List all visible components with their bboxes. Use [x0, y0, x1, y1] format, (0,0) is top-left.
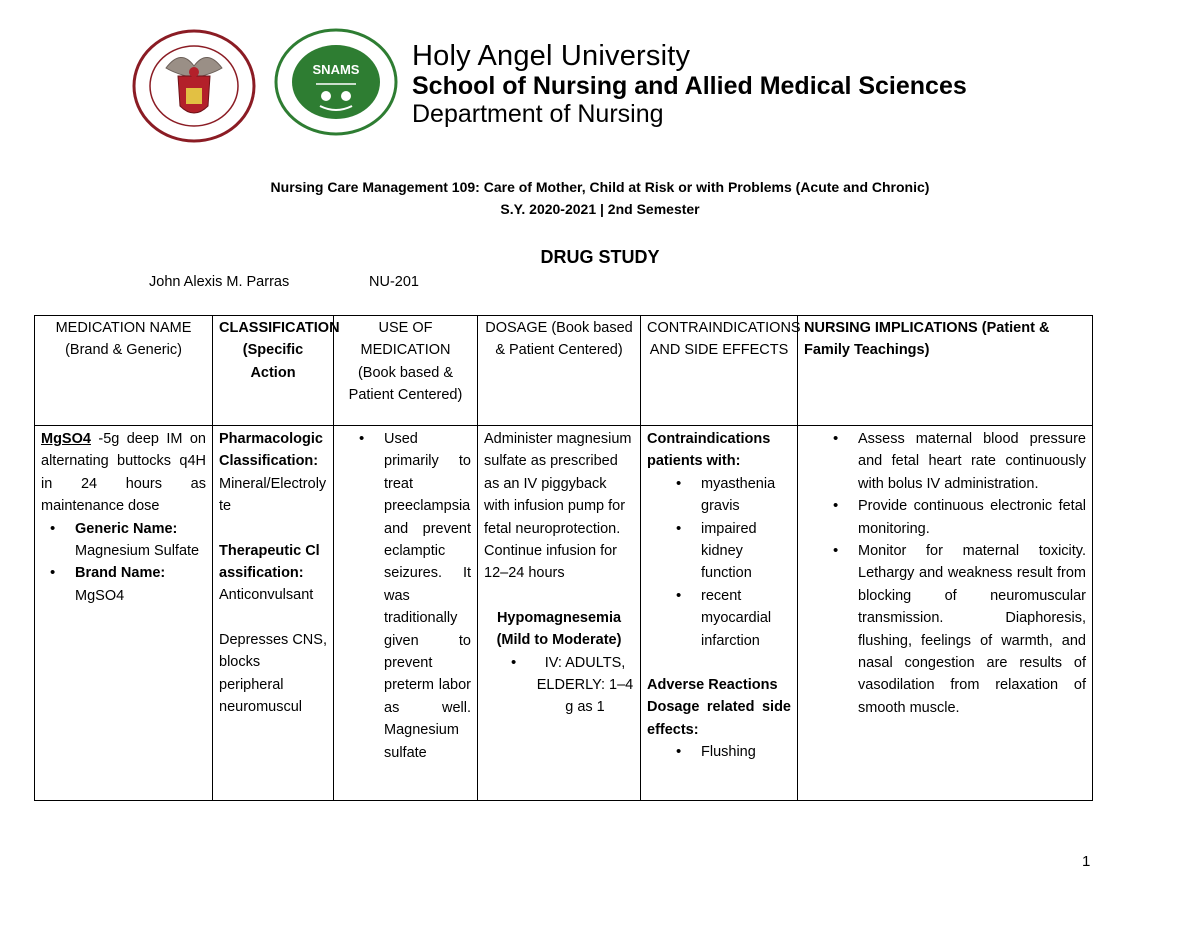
student-section: NU-201 [369, 274, 419, 290]
contra-heading: Contraindications patients with: [647, 431, 771, 470]
list-item: • myasthenia gravis [701, 473, 791, 518]
header-use: USE OF MEDICATION (Book based & Patient Centered) [334, 316, 478, 426]
drug-name: MgSO4 [41, 431, 91, 447]
header-medication: MEDICATION NAME (Brand & Generic) [35, 316, 213, 426]
list-item: • Provide continuous electronic fetal monitoring. [858, 495, 1086, 540]
table-header-row [35, 316, 1093, 426]
page-number: 1 [1082, 853, 1091, 870]
list-item: • Used primarily to treat preeclampsia and prevent eclamptic seizures. It was traditionally given to prevent preterm labor as well. Magnesium sulfate [384, 428, 471, 764]
pharm-label: Pharmacologic Classification: [219, 431, 323, 470]
brand-label: Brand Name: [75, 565, 166, 582]
list-item: • Monitor for maternal toxicity. Lethargy and weakness result from blocking of neuromuscular transmission. Diaphoresis, flushing, feelings of warmth, and nasal congestion are results of vasodilation from relaxation of smooth muscle. [858, 540, 1086, 719]
list-item: • IV: ADULTS, ELDERLY: 1–4 g as 1 [536, 652, 634, 719]
course-term: S.Y. 2020-2021 | 2nd Semester [500, 201, 700, 217]
cell-use [334, 426, 478, 801]
list-item: • recent myocardial infarction [701, 585, 791, 652]
generic-value: Magnesium Sulfate [75, 543, 200, 560]
drug-study-table [34, 315, 1093, 801]
drug-regimen: -5g deep IM on alternating buttocks q4H in 24 hours as maintenance dose [41, 431, 206, 515]
dosage-subheading: Hypomagnesemia (Mild to Moderate) [496, 609, 622, 649]
thera-value: Anticonvulsant [219, 587, 314, 604]
header-dosage: DOSAGE (Book based & Patient Centered) [478, 316, 641, 426]
cell-dosage [478, 426, 641, 801]
list-item: • Assess maternal blood pressure and fetal heart rate continuously with bolus IV administration. [858, 428, 1086, 495]
snams-seal-logo [272, 28, 400, 136]
thera-label: Therapeutic Classification: [219, 542, 320, 582]
header-nursing: NURSING IMPLICATIONS (Patient & Family Teachings) [798, 316, 1093, 426]
header-classification: CLASSIFICATION (Specific Action [213, 316, 334, 426]
list-item: • impaired kidney function [701, 518, 791, 585]
list-item [75, 518, 206, 563]
cell-classification [213, 426, 334, 801]
adverse-sub: Dosage related side effects: [647, 699, 791, 738]
department-name: Department of Nursing [412, 100, 664, 128]
classification-action: Depresses CNS, blocks peripheral neuromuscul [219, 631, 327, 716]
course-title: Nursing Care Management 109: Care of Mother, Child at Risk or with Problems (Acute and Chronic) [270, 179, 930, 195]
cell-contraindications [641, 426, 798, 801]
pharm-value: Mineral/Electrolyte [219, 475, 327, 515]
generic-label: Generic Name: [75, 520, 178, 537]
list-item [75, 562, 206, 607]
hau-seal-logo [126, 28, 262, 144]
table-row [35, 426, 1093, 801]
doc-title: DRUG STUDY [540, 247, 660, 267]
school-name: School of Nursing and Allied Medical Sciences [412, 72, 967, 100]
adverse-heading: Adverse Reactions [647, 677, 778, 694]
list-item: • Flushing [701, 741, 791, 763]
snams-abbr: SNAMS [312, 62, 360, 77]
cell-nursing [798, 426, 1093, 801]
brand-value: MgSO4 [75, 587, 125, 604]
header-contraindications: CONTRAINDICATIONS AND SIDE EFFECTS [641, 316, 798, 426]
student-name: John Alexis M. Parras [149, 274, 290, 290]
dosage-text: Administer magnesium sulfate as prescribed as an IV piggyback with infusion pump for fetal neuroprotection. Continue infusion for 12–24 hours [484, 431, 632, 582]
cell-medication [35, 426, 213, 801]
university-name: Holy Angel University [412, 40, 691, 72]
